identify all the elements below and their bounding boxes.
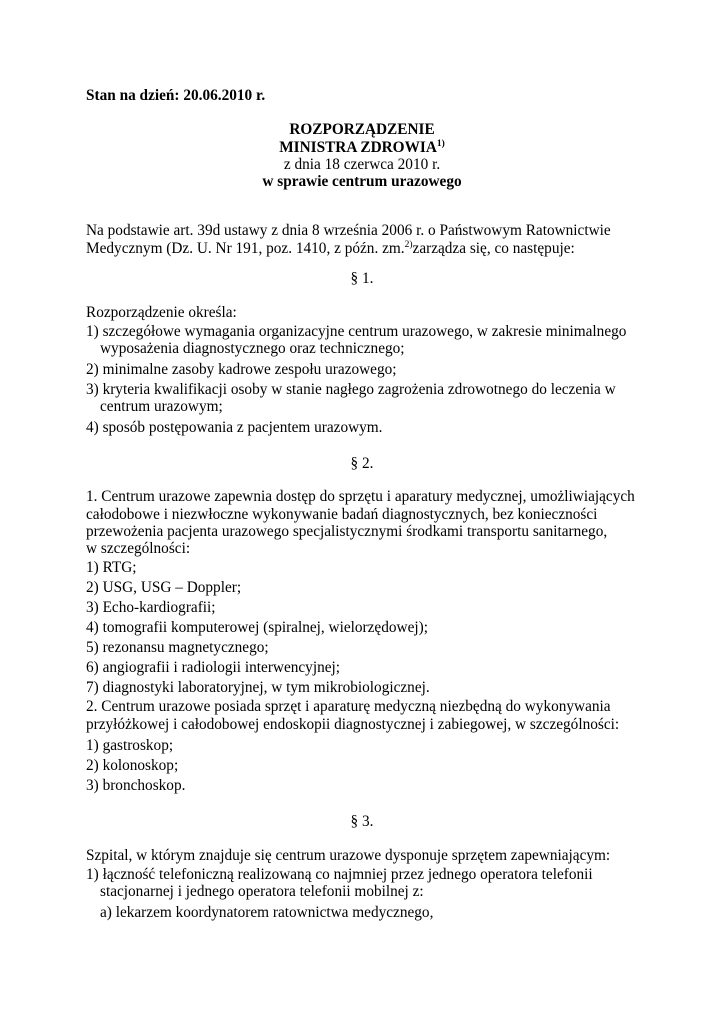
section-3-intro: Szpital, w którym znajduje się centrum urazowe dysponuje sprzętem zapewniającym: [86,847,611,864]
preamble-line-2a: Medycznym (Dz. U. Nr 191, poz. 1410, z późn. zm. [86,240,405,257]
section-1-item-3: 3) kryteria kwalifikacji osoby w stanie nagłego zagrożenia zdrowotnego do leczenia w [86,381,616,398]
footnote-ref-1: 1) [436,139,445,149]
section-1-heading: § 1. [350,270,374,287]
section-1-item-4: 4) sposób postępowania z pacjentem urazowym. [86,419,383,436]
section-1-item-1: 1) szczegółowe wymagania organizacyjne centrum urazowego, w zakresie minimalnego [86,323,627,340]
section-2-heading: § 2. [350,455,374,472]
list-item: 2) kolonoskop; [86,757,179,774]
preamble-line-1: Na podstawie art. 39d ustawy z dnia 8 września 2006 r. o Państwowym Ratownictwie [86,222,611,239]
title-date: z dnia 18 czerwca 2010 r. [283,156,441,173]
section-2-p2-line-2: przyłóżkowej i całodobowej endoskopii diagnostycznej i zabiegowej, w szczególności: [86,716,620,733]
section-3-item-1: 1) łączność telefoniczną realizowaną co najmniej przez jednego operatora telefonii [86,866,593,883]
list-item: 5) rezonansu magnetycznego; [86,639,269,656]
title-line-2-text: MINISTRA ZDROWIA [279,139,437,156]
status-date: Stan na dzień: 20.06.2010 r. [86,87,266,104]
footnote-ref-2: 2) [404,240,413,250]
section-1-item-1-cont: wyposażenia diagnostycznego oraz technicznego; [100,340,405,357]
list-item: 4) tomografii komputerowej (spiralnej, wielorzędowej); [86,619,428,636]
section-2-p1-line-3: przewożenia pacjenta urazowego specjalistycznymi środkami transportu sanitarnego, [86,523,608,540]
preamble-line-2b: zarządza się, co następuje: [412,240,575,257]
section-2-p2-line-1: 2. Centrum urazowe posiada sprzęt i aparaturę medyczną niezbędną do wykonywania [86,698,611,715]
section-1-item-3-cont: centrum urazowym; [100,398,223,415]
preamble-line-2 [86,239,575,258]
section-1-item-2: 2) minimalne zasoby kadrowe zespołu urazowego; [86,361,397,378]
title-line-1: ROZPORZĄDZENIE [289,121,435,138]
section-3-item-1a: a) lekarzem koordynatorem ratownictwa medycznego, [100,904,434,921]
list-item: 7) diagnostyki laboratoryjnej, w tym mikrobiologicznej. [86,679,430,696]
section-2-p1-line-2: całodobowe i niezwłoczne wykonywanie badań diagnostycznych, bez konieczności [86,506,598,523]
list-item: 2) USG, USG – Doppler; [86,579,242,596]
list-item: 6) angiografii i radiologii interwencyjnej; [86,659,341,676]
list-item: 1) RTG; [86,559,137,576]
list-item: 3) bronchoskop. [86,777,186,794]
section-3-item-1-cont: stacjonarnej i jednego operatora telefonii mobilnej z: [100,883,424,900]
section-2-p1-line-1: 1. Centrum urazowe zapewnia dostęp do sprzętu i aparatury medycznej, umożliwiających [86,488,635,505]
title-subject: w sprawie centrum urazowego [262,173,462,190]
section-1-intro: Rozporządzenie określa: [86,304,237,321]
section-2-p1-line-4: w szczególności: [86,540,191,557]
list-item: 3) Echo-kardiografii; [86,599,216,616]
list-item: 1) gastroskop; [86,737,174,754]
section-3-heading: § 3. [350,813,374,830]
